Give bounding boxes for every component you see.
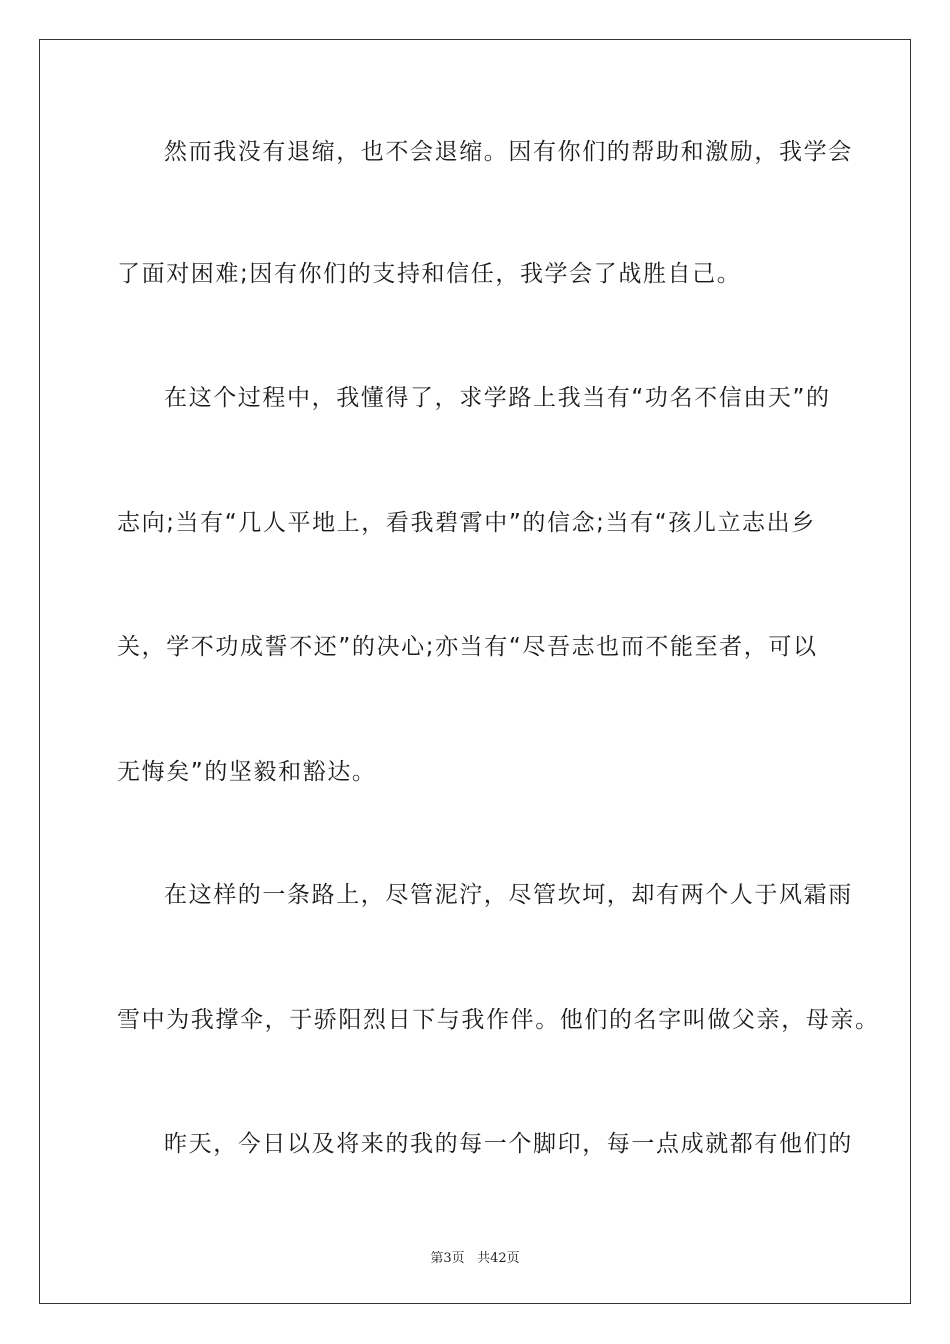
paragraph-line: 雪中为我撑伞，于骄阳烈日下与我作伴。他们的名字叫做父亲，母亲。 xyxy=(117,1007,880,1033)
page-footer xyxy=(0,1247,950,1266)
paragraph-line: 志向;当有“几人平地上，看我碧霄中”的信念;当有“孩儿立志出乡 xyxy=(117,510,816,536)
page-number: 第3页 xyxy=(430,1251,465,1266)
paragraph-line: 在这个过程中，我懂得了，求学路上我当有“功名不信由天”的 xyxy=(164,385,831,411)
paragraph-line: 了面对困难;因有你们的支持和信任，我学会了战胜自己。 xyxy=(117,261,742,287)
page-border xyxy=(39,39,911,1304)
paragraph-line: 然而我没有退缩，也不会退缩。因有你们的帮助和激励，我学会 xyxy=(164,139,853,165)
paragraph-line: 在这样的一条路上，尽管泥泞，尽管坎坷，却有两个人于风霜雨 xyxy=(164,882,853,908)
paragraph-line: 无悔矣”的坚毅和豁达。 xyxy=(117,759,377,785)
paragraph-line: 关，学不功成誓不还”的决心;亦当有“尽吾志也而不能至者，可以 xyxy=(117,634,818,660)
paragraph-line: 昨天，今日以及将来的我的每一个脚印，每一点成就都有他们的 xyxy=(164,1131,853,1157)
page-total: 共42页 xyxy=(477,1251,520,1266)
